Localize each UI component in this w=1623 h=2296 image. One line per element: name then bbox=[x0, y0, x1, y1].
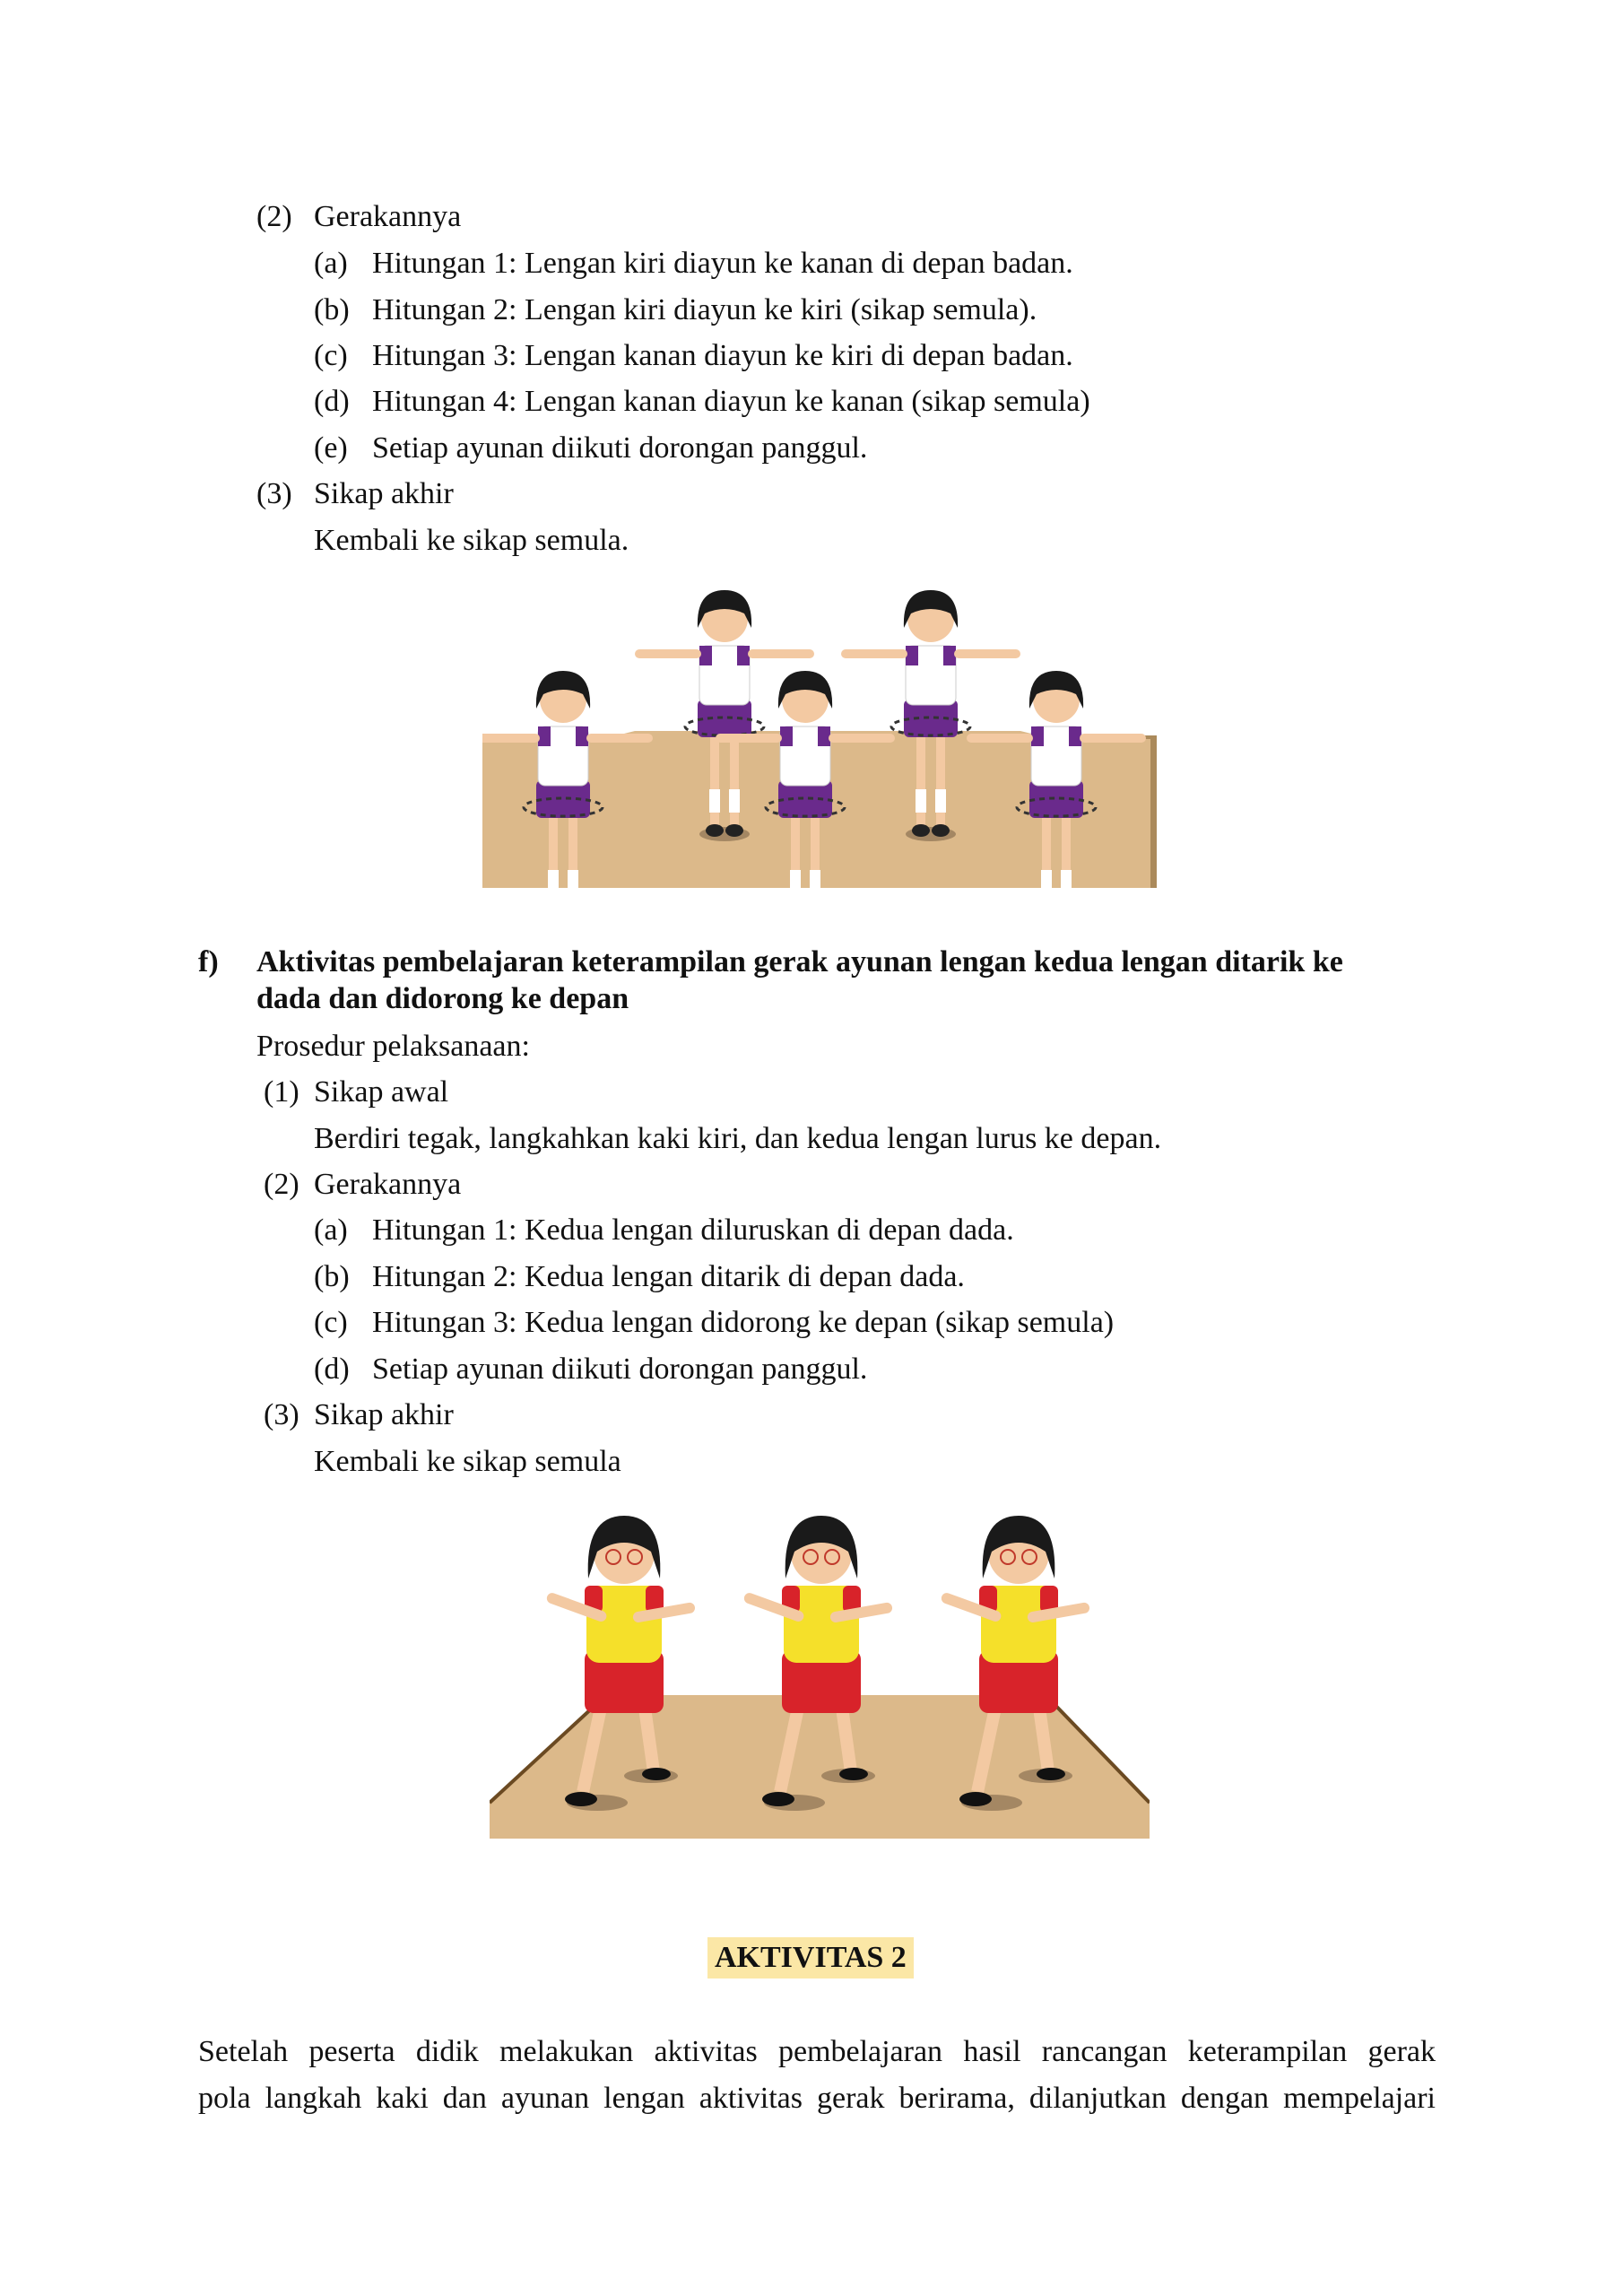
list-item: Hitungan 1: Lengan kiri diayun ke kanan di depan badan. bbox=[372, 247, 1073, 280]
sikap-akhir-number: (3) bbox=[256, 477, 292, 510]
section-f-title-line2: dada dan didorong ke depan bbox=[256, 982, 629, 1015]
list-item: Hitungan 2: Lengan kiri diayun ke kiri (sikap semula). bbox=[372, 293, 1037, 326]
aktivitas-paragraph bbox=[198, 2029, 1436, 2122]
list-item-mark: (a) bbox=[314, 247, 348, 280]
sikap-awal-text: Berdiri tegak, langkahkan kaki kiri, dan kedua lengan lurus ke depan. bbox=[314, 1122, 1162, 1155]
gerakan-label: Gerakannya bbox=[314, 1168, 462, 1201]
list-item-mark: (c) bbox=[314, 1306, 348, 1339]
list-item: Hitungan 3: Kedua lengan didorong ke depan (sikap semula) bbox=[372, 1306, 1115, 1339]
list-item-mark: (d) bbox=[314, 385, 350, 418]
sikap-awal-number: (1) bbox=[264, 1075, 299, 1109]
list-item-mark: (c) bbox=[314, 339, 348, 372]
sikap-awal-label: Sikap awal bbox=[314, 1075, 449, 1109]
list-item-mark: (a) bbox=[314, 1213, 348, 1247]
sikap-akhir-label: Sikap akhir bbox=[314, 1398, 454, 1431]
list-item: Hitungan 3: Lengan kanan diayun ke kiri di depan badan. bbox=[372, 339, 1073, 372]
section-f-mark: f) bbox=[198, 945, 219, 978]
arm-push-illustration-2 bbox=[490, 1489, 1150, 1839]
list-item: Hitungan 4: Lengan kanan diayun ke kanan (sikap semula) bbox=[372, 385, 1090, 418]
gerakan-number: (2) bbox=[264, 1168, 299, 1201]
list-item-mark: (e) bbox=[314, 431, 348, 465]
list-item-mark: (b) bbox=[314, 293, 350, 326]
aktivitas-heading: AKTIVITAS 2 bbox=[707, 1937, 914, 1979]
list-item: Hitungan 2: Kedua lengan ditarik di depan dada. bbox=[372, 1260, 965, 1293]
list-item-mark: (b) bbox=[314, 1260, 350, 1293]
arm-swing-illustration-1 bbox=[482, 574, 1157, 888]
sikap-akhir-label: Sikap akhir bbox=[314, 477, 454, 510]
prosedur-label: Prosedur pelaksanaan: bbox=[256, 1030, 530, 1063]
sikap-akhir-number: (3) bbox=[264, 1398, 299, 1431]
list-item: Setiap ayunan diikuti dorongan panggul. bbox=[372, 431, 868, 465]
list-item-mark: (d) bbox=[314, 1352, 350, 1386]
paragraph-line: Setelah peserta didik melakukan aktivitas pembelajaran hasil rancangan keterampilan gerak bbox=[198, 2035, 1436, 2068]
list-item: Setiap ayunan diikuti dorongan panggul. bbox=[372, 1352, 868, 1386]
gerakan-label: Gerakannya bbox=[314, 200, 462, 233]
sikap-akhir-text: Kembali ke sikap semula bbox=[314, 1445, 621, 1478]
paragraph-line: pola langkah kaki dan ayunan lengan aktivitas gerak berirama, dilanjutkan dengan mempelajari bbox=[198, 2082, 1436, 2115]
list-item: Hitungan 1: Kedua lengan diluruskan di depan dada. bbox=[372, 1213, 1014, 1247]
sikap-akhir-text: Kembali ke sikap semula. bbox=[314, 524, 629, 557]
section-f-title-line1: Aktivitas pembelajaran keterampilan gerak ayunan lengan kedua lengan ditarik ke bbox=[256, 945, 1343, 978]
gerakan-number: (2) bbox=[256, 200, 292, 233]
